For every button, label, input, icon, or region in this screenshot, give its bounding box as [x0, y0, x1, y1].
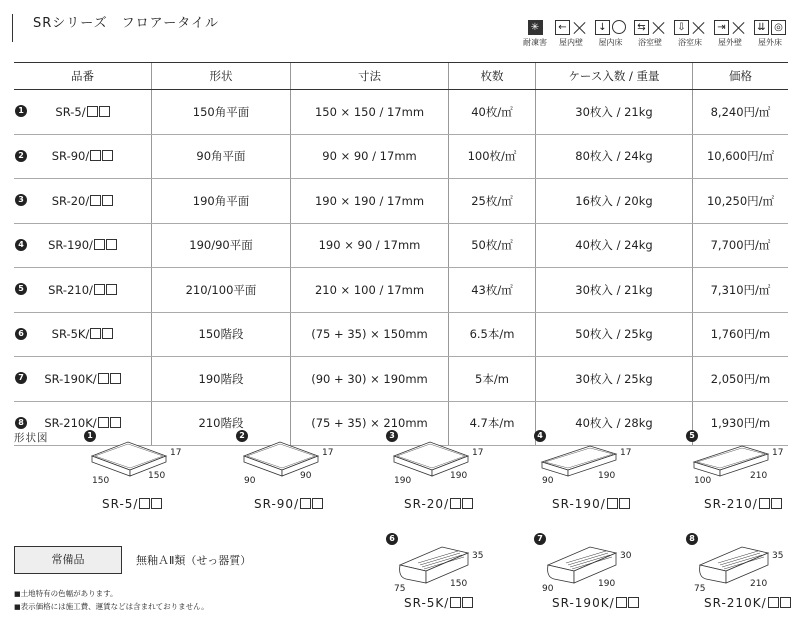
cell-price: 1,930円/m: [693, 401, 789, 446]
cell-code: [14, 134, 152, 179]
row-number: 5: [15, 283, 27, 295]
row-number: 8: [15, 417, 27, 429]
cell-price: 10,600円/㎡: [693, 134, 789, 179]
dim-depth: 100: [694, 476, 712, 486]
dim-height: 17: [322, 448, 334, 458]
cell-size: 190 × 190 / 17mm: [291, 179, 449, 224]
product-code: SR-190/: [48, 238, 93, 253]
bathroom-floor-icon: ⇩ 浴室床: [674, 20, 706, 48]
product-code: SR-210K/: [44, 416, 97, 431]
cell-qty: 40枚/㎡: [449, 90, 536, 135]
product-code: SR-190K/: [44, 371, 97, 386]
cell-code: [14, 312, 152, 357]
cell-code: [14, 90, 152, 135]
cell-shape: 210/100平面: [152, 268, 291, 313]
color-box: [106, 239, 117, 250]
tile-code: SR-190/: [552, 497, 630, 511]
col-header-code: 品番: [14, 63, 152, 90]
color-box: [98, 373, 109, 384]
shape-diagram-label: 形状図: [14, 432, 49, 444]
outdoor-floor-icon: ⇊ ◎ 屋外床: [754, 20, 786, 48]
row-number: 2: [15, 150, 27, 162]
cell-qty: 43枚/㎡: [449, 268, 536, 313]
cell-code: [14, 357, 152, 402]
dim-width: 150: [450, 579, 468, 589]
tile-code: SR-5/: [102, 497, 162, 511]
cell-case: 80枚入 / 24kg: [536, 134, 693, 179]
color-box: [90, 328, 101, 339]
dim-depth: 90: [542, 476, 554, 486]
cell-shape: 150角平面: [152, 90, 291, 135]
dim-height: 35: [772, 551, 784, 561]
table-row: [14, 179, 788, 224]
col-header-price: 価格: [693, 63, 789, 90]
col-header-case: ケース入数 / 重量: [536, 63, 693, 90]
cell-qty: 5本/m: [449, 357, 536, 402]
color-box: [87, 106, 98, 117]
cell-shape: 190角平面: [152, 179, 291, 224]
page-title: SRシリーズ フロアータイル: [12, 14, 219, 42]
row-number: 3: [15, 194, 27, 206]
cell-case: 30枚入 / 21kg: [536, 268, 693, 313]
cell-qty: 25枚/㎡: [449, 179, 536, 224]
product-code: SR-90/: [51, 149, 90, 164]
cell-size: 150 × 150 / 17mm: [291, 90, 449, 135]
cell-size: (75 + 35) × 150mm: [291, 312, 449, 357]
cell-size: (75 + 35) × 210mm: [291, 401, 449, 446]
dim-depth: 75: [694, 584, 706, 594]
dim-depth: 150: [92, 476, 110, 486]
indoor-wall-icon: ← 屋内壁: [555, 20, 587, 48]
table-row: [14, 134, 788, 179]
cell-size: (90 + 30) × 190mm: [291, 357, 449, 402]
dim-width: 210: [750, 471, 768, 481]
dim-width: 190: [598, 471, 616, 481]
color-box: [90, 195, 101, 206]
dim-depth: 90: [244, 476, 256, 486]
color-box: [90, 150, 101, 161]
glaze-note: 無釉ＡⅡ類（せっ器質）: [136, 554, 252, 567]
spec-table: [14, 62, 788, 446]
col-header-shape: 形状: [152, 63, 291, 90]
dim-height: 17: [170, 448, 182, 458]
table-row: [14, 90, 788, 135]
frost-resistant-icon: ✳ 耐凍害: [523, 22, 547, 47]
table-header-row: [14, 63, 788, 90]
usage-icons: [523, 20, 786, 48]
stock-badge: 常備品: [14, 546, 122, 574]
tile-number: 6: [386, 533, 398, 545]
dim-width: 190: [598, 579, 616, 589]
color-box: [94, 284, 105, 295]
tile-number: 2: [236, 430, 248, 442]
tile-number: 4: [534, 430, 546, 442]
dim-depth: 190: [394, 476, 412, 486]
cell-code: [14, 268, 152, 313]
product-code: SR-5K/: [51, 327, 90, 342]
cell-qty: 100枚/㎡: [449, 134, 536, 179]
dim-width: 150: [148, 471, 166, 481]
cell-case: 50枚入 / 25kg: [536, 312, 693, 357]
dim-height: 17: [472, 448, 484, 458]
tile-number: 3: [386, 430, 398, 442]
row-number: 7: [15, 372, 27, 384]
cell-case: 30枚入 / 21kg: [536, 90, 693, 135]
cell-shape: 150階段: [152, 312, 291, 357]
tile-number: 7: [534, 533, 546, 545]
cell-shape: 210階段: [152, 401, 291, 446]
cell-price: 10,250円/㎡: [693, 179, 789, 224]
product-code: SR-20/: [51, 193, 90, 208]
cell-code: [14, 223, 152, 268]
dim-depth: 75: [394, 584, 406, 594]
footnote-price: ■ 表示価格には施工費、運賃などは含まれておりません。: [14, 601, 209, 612]
dim-height: 17: [620, 448, 632, 458]
row-number: 1: [15, 105, 27, 117]
cell-qty: 50枚/㎡: [449, 223, 536, 268]
cell-case: 40枚入 / 24kg: [536, 223, 693, 268]
color-box: [110, 373, 121, 384]
cell-size: 190 × 90 / 17mm: [291, 223, 449, 268]
color-box: [99, 106, 110, 117]
product-code: SR-5/: [55, 104, 86, 119]
dim-width: 210: [750, 579, 768, 589]
tile-number: 1: [84, 430, 96, 442]
product-code: SR-210/: [48, 282, 93, 297]
tile-number: 8: [686, 533, 698, 545]
table-row: [14, 357, 788, 402]
cell-shape: 90角平面: [152, 134, 291, 179]
indoor-floor-icon: ↓ 屋内床: [595, 20, 626, 48]
color-box: [102, 195, 113, 206]
tile-code: SR-210K/: [704, 596, 791, 610]
tile-code: SR-5K/: [404, 596, 473, 610]
cell-case: 16枚入 / 20kg: [536, 179, 693, 224]
row-number: 4: [15, 239, 27, 251]
cell-code: [14, 179, 152, 224]
dim-height: 35: [472, 551, 484, 561]
dim-height: 17: [772, 448, 784, 458]
tile-code: SR-210/: [704, 497, 782, 511]
dim-width: 90: [300, 471, 312, 481]
tile-code: SR-90/: [254, 497, 323, 511]
table-row: [14, 312, 788, 357]
outdoor-wall-icon: ⇥ 屋外壁: [714, 20, 746, 48]
color-box: [102, 150, 113, 161]
color-box: [94, 239, 105, 250]
cell-qty: 6.5本/m: [449, 312, 536, 357]
dim-height: 30: [620, 551, 632, 561]
dim-depth: 90: [542, 584, 554, 594]
table-row: [14, 223, 788, 268]
cell-price: 7,310円/㎡: [693, 268, 789, 313]
row-number: 6: [15, 328, 27, 340]
tile-code: SR-20/: [404, 497, 473, 511]
color-box: [98, 417, 109, 428]
color-box: [110, 417, 121, 428]
tile-number: 5: [686, 430, 698, 442]
tile-code: SR-190K/: [552, 596, 639, 610]
cell-price: 1,760円/m: [693, 312, 789, 357]
color-box: [102, 328, 113, 339]
table-row: [14, 268, 788, 313]
cell-qty: 4.7本/m: [449, 401, 536, 446]
cell-shape: 190階段: [152, 357, 291, 402]
cell-case: 30枚入 / 25kg: [536, 357, 693, 402]
cell-shape: 190/90平面: [152, 223, 291, 268]
dim-width: 190: [450, 471, 468, 481]
color-box: [106, 284, 117, 295]
bathroom-wall-icon: ⇆ 浴室壁: [634, 20, 666, 48]
cell-case: 40枚入 / 28kg: [536, 401, 693, 446]
cell-price: 8,240円/㎡: [693, 90, 789, 135]
col-header-size: 寸法: [291, 63, 449, 90]
col-header-qty: 枚数: [449, 63, 536, 90]
cell-size: 90 × 90 / 17mm: [291, 134, 449, 179]
cell-size: 210 × 100 / 17mm: [291, 268, 449, 313]
footnote-color: ■ 土地特有の色幅があります。: [14, 588, 118, 599]
cell-price: 7,700円/㎡: [693, 223, 789, 268]
cell-price: 2,050円/m: [693, 357, 789, 402]
